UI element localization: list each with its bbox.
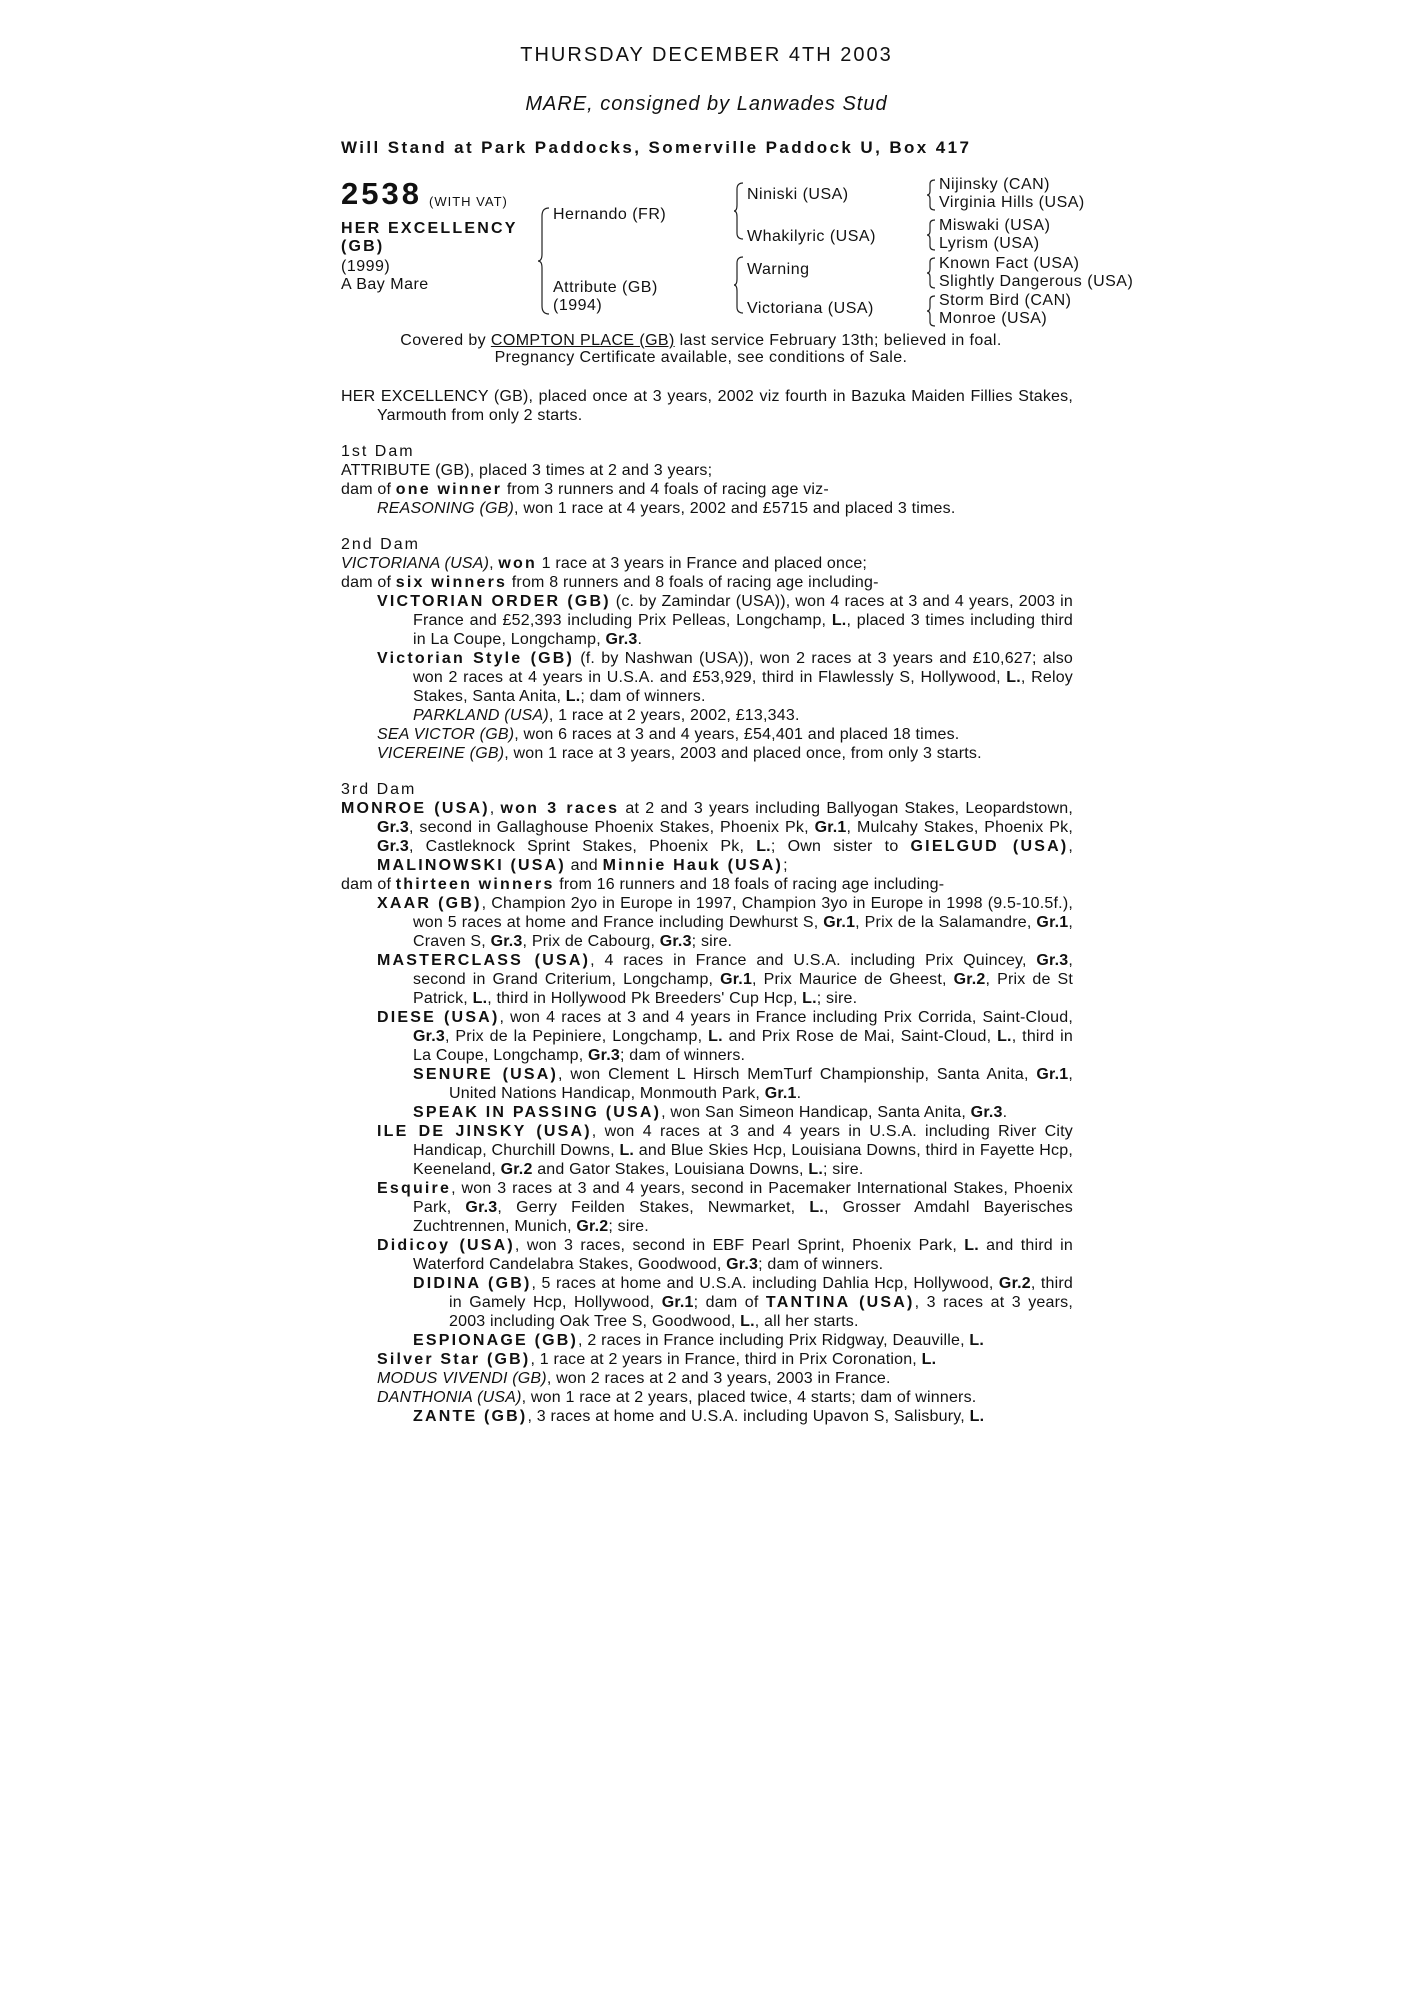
produce-sea-victor xyxy=(341,725,1073,744)
group-mark: Gr.3 xyxy=(659,933,692,950)
horse-name: SEA VICTOR (GB) xyxy=(377,726,515,743)
first-dam-heading: 1st Dam xyxy=(341,443,415,460)
pedigree-ddd: Monroe (USA) xyxy=(939,310,1048,327)
pedigree-sire: Hernando (FR) xyxy=(553,206,667,223)
covered-suffix: last service February 13th; believed in foal. xyxy=(674,332,1002,349)
produce-espionage xyxy=(341,1331,1073,1350)
horse-name: Silver Star (GB) xyxy=(377,1351,531,1368)
text: , Prix Maurice de Gheest, xyxy=(752,971,954,988)
listed-mark: L. xyxy=(472,990,488,1007)
third-dam-produce-line xyxy=(341,875,1073,894)
horse-description: A Bay Mare xyxy=(341,276,429,293)
produce-didina xyxy=(341,1274,1073,1331)
pedigree-sds: Miswaki (USA) xyxy=(939,217,1051,234)
second-dam-heading: 2nd Dam xyxy=(341,536,420,553)
horse-name: VICEREINE (GB) xyxy=(377,745,505,762)
covering-sire: COMPTON PLACE (GB) xyxy=(490,332,675,349)
horse-name: VICTORIANA (USA) xyxy=(341,555,490,572)
text: dam of xyxy=(341,876,396,893)
listed-mark: L. xyxy=(969,1408,985,1425)
text: ; sire. xyxy=(816,990,858,1007)
group-mark: Gr.2 xyxy=(953,971,986,988)
produce-senure xyxy=(341,1065,1073,1103)
stand-location: Will Stand at Park Paddocks, Somerville Paddock U, Box 417 xyxy=(341,138,972,157)
pedigree-brace-dd xyxy=(927,294,937,328)
text: , third in Gamely Hcp, Hollywood, xyxy=(449,1275,1073,1311)
group-mark: Gr.1 xyxy=(764,1085,797,1102)
text: dam of xyxy=(341,481,396,498)
group-mark: Gr.3 xyxy=(377,819,409,836)
text: , Grosser Amdahl Bayerisches Zuchtrennen, Munich, xyxy=(413,1199,1074,1235)
group-mark: Gr.3 xyxy=(726,1256,759,1273)
text: dam of xyxy=(341,574,396,591)
text: ; dam of winners. xyxy=(619,1047,746,1064)
group-mark: Gr.2 xyxy=(500,1161,533,1178)
listed-mark: L. xyxy=(565,688,581,705)
text: ; dam of winners. xyxy=(758,1256,884,1273)
text: ; dam of xyxy=(693,1294,766,1311)
horse-name: DANTHONIA (USA) xyxy=(377,1389,522,1406)
horse-name-line2: (GB) xyxy=(341,238,385,255)
produce-zante xyxy=(341,1407,1073,1426)
lot-vat-note: (WITH VAT) xyxy=(429,194,508,209)
text: and third in Waterford Candelabra Stakes, Goodwood, xyxy=(413,1237,1073,1273)
text: and Blue Skies Hcp, Louisiana Downs, third in Fayette Hcp, Keeneland, xyxy=(413,1142,1073,1178)
pedigree-sire-dam: Whakilyric (USA) xyxy=(747,228,876,245)
text: , Castleknock Sprint Stakes, Phoenix Pk, xyxy=(408,838,757,855)
text: , 5 races at home and U.S.A. including Dahlia Hcp, Hollywood, xyxy=(531,1275,999,1292)
text: , Prix de St Patrick, xyxy=(413,971,1073,1007)
listed-mark: L. xyxy=(619,1142,635,1159)
horse-name: VICTORIAN ORDER (GB) xyxy=(377,593,611,610)
listed-mark: L. xyxy=(808,1161,823,1178)
text: ; Own sister to xyxy=(770,838,911,855)
pedigree-dam-line1: Attribute (GB) xyxy=(553,279,658,296)
produce-victorian-style xyxy=(341,649,1073,706)
text: ; sire. xyxy=(822,1161,864,1178)
listed-mark: L. xyxy=(969,1332,984,1349)
consignor-line: MARE, consigned by Lanwades Stud xyxy=(525,93,888,115)
listed-mark: L. xyxy=(964,1237,979,1254)
group-mark: Gr.3 xyxy=(465,1199,498,1216)
pregnancy-certificate-note: Pregnancy Certificate available, see conditions of Sale. xyxy=(494,349,908,366)
lot-number: 2538 xyxy=(341,176,422,211)
group-mark: Gr.3 xyxy=(413,1028,445,1045)
pedigree-dds: Storm Bird (CAN) xyxy=(939,292,1072,309)
text: from 8 runners and 8 foals of racing age including- xyxy=(507,574,879,591)
text: , second in Gallaghouse Phoenix Stakes, Phoenix Pk, xyxy=(408,819,815,836)
text: , Mulcahy Stakes, Phoenix Pk, xyxy=(846,819,1074,836)
pedigree-sss: Nijinsky (CAN) xyxy=(939,176,1050,193)
second-dam-line xyxy=(341,554,1073,573)
horse-name: REASONING (GB) xyxy=(377,500,515,517)
horse-name: SPEAK IN PASSING (USA) xyxy=(413,1104,662,1121)
text: , 1 race at 2 years, 2002, £13,343. xyxy=(548,707,800,724)
group-mark: Gr.1 xyxy=(720,971,753,988)
text: 1 race at 3 years in France and placed once; xyxy=(537,555,868,572)
text: , Prix de la Salamandre, xyxy=(855,914,1037,931)
covering-line1 xyxy=(341,332,1061,349)
horse-name: Didicoy (USA) xyxy=(377,1237,515,1254)
horse-name: ESPIONAGE (GB) xyxy=(413,1332,579,1349)
listed-mark: L. xyxy=(740,1313,755,1330)
group-mark: Gr.1 xyxy=(814,819,847,836)
text: and Gator Stakes, Louisiana Downs, xyxy=(532,1161,809,1178)
horse-name: TANTINA (USA) xyxy=(765,1294,915,1311)
pedigree-brace-ss xyxy=(927,178,937,212)
produce-danthonia xyxy=(341,1388,1073,1407)
text: , Prix de la Pepiniere, Longchamp, xyxy=(444,1028,709,1045)
text: , won San Simeon Handicap, Santa Anita, xyxy=(661,1104,971,1121)
text: , 4 races in France and U.S.A. including Prix Quincey, xyxy=(590,952,1037,969)
horse-name: DIDINA (GB) xyxy=(413,1275,532,1292)
horse-foaling-year: (1999) xyxy=(341,258,391,275)
text: , won 1 race at 3 years, 2003 and placed once, from only 3 starts. xyxy=(504,745,982,762)
horse-name: SENURE (USA) xyxy=(413,1066,559,1083)
listed-mark: L. xyxy=(831,612,847,629)
horse-name-line1: HER EXCELLENCY xyxy=(341,220,518,237)
text: , second in Grand Criterium, Longchamp, xyxy=(413,952,1073,988)
covering-note xyxy=(341,332,1061,366)
produce-diese xyxy=(341,1008,1073,1065)
produce-record xyxy=(341,387,1073,1426)
horse-name: ZANTE (GB) xyxy=(413,1408,528,1425)
pedigree-brace-sd xyxy=(927,218,937,252)
produce-masterclass xyxy=(341,951,1073,1008)
horse-name: MALINOWSKI (USA) xyxy=(377,857,566,874)
group-mark: Gr.3 xyxy=(588,1047,620,1064)
pedigree-dam-sire: Warning xyxy=(747,261,810,278)
produce-silver-star xyxy=(341,1350,1073,1369)
text: , won 6 races at 3 and 4 years, £54,401 and placed 18 times. xyxy=(514,726,960,743)
pedigree-sire-sire: Niniski (USA) xyxy=(747,186,849,203)
text: , Reloy Stakes, Santa Anita, xyxy=(413,669,1073,705)
produce-speak-in-passing xyxy=(341,1103,1073,1122)
text: , 2 races in France including Prix Ridgway, Deauville, xyxy=(578,1332,970,1349)
text: , Gerry Feilden Stakes, Newmarket, xyxy=(497,1199,810,1216)
group-mark: Gr.2 xyxy=(998,1275,1031,1292)
horse-name: Esquire xyxy=(377,1180,452,1197)
horse-name xyxy=(341,220,531,256)
group-mark: Gr.3 xyxy=(377,838,409,855)
lot-pedigree-block xyxy=(341,176,1201,336)
text: , placed 3 times including third in La Coupe, Longchamp, xyxy=(413,612,1073,648)
horse-name: XAAR (GB) xyxy=(377,895,482,912)
text: , won 3 races, second in EBF Pearl Sprint, Phoenix Park, xyxy=(514,1237,965,1254)
text: . xyxy=(796,1085,802,1102)
produce-reasoning xyxy=(341,499,1073,518)
horse-name: MONROE (USA) xyxy=(341,800,490,817)
produce-didicoy xyxy=(341,1236,1073,1274)
group-mark: Gr.1 xyxy=(1036,1066,1069,1083)
text: , xyxy=(489,555,499,572)
group-mark: Gr.3 xyxy=(970,1104,1003,1121)
horse-name: MASTERCLASS (USA) xyxy=(377,952,591,969)
horse-name: ILE DE JINSKY (USA) xyxy=(377,1123,592,1140)
third-dam-monroe: MONROE (USA), won 3 races at 2 and 3 years including Ballyogan Stakes, Leopardstown, Gr.3, second in Gallaghouse Phoenix Stakes, Phoenix Pk, Gr.1, Mulcahy Stakes, Phoenix Pk, Gr.3, Castleknock Sprint Stakes, Phoenix Pk, L.; Own sister to GIELGUD (USA), MALINOWSKI (USA) and Minnie Hauk (USA); xyxy=(341,800,1074,874)
listed-mark: L. xyxy=(756,838,771,855)
horse-name: Victorian Style (GB) xyxy=(377,650,575,667)
covered-prefix: Covered by xyxy=(400,332,491,349)
text: from 16 runners and 18 foals of racing age including- xyxy=(554,876,945,893)
second-dam-produce-line xyxy=(341,573,1073,592)
pedigree-dsd: Slightly Dangerous (USA) xyxy=(939,273,1134,290)
pedigree-brace-sire xyxy=(733,181,745,243)
produce-xaar xyxy=(341,894,1073,951)
text: , third in Hollywood Pk Breeders' Cup Hcp, xyxy=(487,990,803,1007)
text: , xyxy=(1068,838,1074,855)
text: ; sire. xyxy=(608,1218,649,1235)
pedigree-dam-line2: (1994) xyxy=(553,297,603,314)
sale-date-header: THURSDAY DECEMBER 4TH 2003 xyxy=(520,44,893,66)
group-mark: Gr.3 xyxy=(490,933,523,950)
text: , won 2 races at 2 and 3 years, 2003 in France. xyxy=(546,1370,891,1387)
produce-ile-de-jinsky xyxy=(341,1122,1073,1179)
group-mark: Gr.1 xyxy=(661,1294,694,1311)
text: , 3 races at 3 years, 2003 including Oak Tree S, Goodwood, xyxy=(449,1294,1073,1330)
winners-count: six winners xyxy=(395,574,508,591)
listed-mark: L. xyxy=(997,1028,1012,1045)
produce-esquire xyxy=(341,1179,1073,1236)
text: ; sire. xyxy=(691,933,733,950)
text: (f. by Nashwan (USA)), won 2 races at 3 years and £10,627; also won 2 races at 4 years in U.S.A. and £53,929, third in Flawlessly S, Hollywood, xyxy=(413,650,1073,686)
text: , 1 race at 2 years in France, third in Prix Coronation, xyxy=(530,1351,922,1368)
text: , Champion 2yo in Europe in 1997, Champion 3yo in Europe in 1998 (9.5-10.5f.), won 5 races at home and France including Dewhurst S, xyxy=(413,895,1073,931)
listed-mark: L. xyxy=(921,1351,937,1368)
pedigree-dam-dam: Victoriana (USA) xyxy=(747,300,874,317)
produce-modus-vivendi xyxy=(341,1369,1073,1388)
horse-name: DIESE (USA) xyxy=(377,1009,500,1026)
pedigree-brace-main xyxy=(537,206,551,316)
listed-mark: L. xyxy=(708,1028,723,1045)
text: , Prix de Cabourg, xyxy=(522,933,660,950)
text: , won Clement L Hirsch MemTurf Championship, Santa Anita, xyxy=(558,1066,1037,1083)
group-mark: Gr.3 xyxy=(1036,952,1069,969)
text: . xyxy=(637,631,643,648)
pedigree-dss: Known Fact (USA) xyxy=(939,255,1080,272)
horse-name: MODUS VIVENDI (GB) xyxy=(377,1370,547,1387)
intro-paragraph: HER EXCELLENCY (GB), placed once at 3 years, 2002 viz fourth in Bazuka Maiden Fillies Stakes, Yarmouth from only 2 starts. xyxy=(341,388,1073,424)
text: , won 1 race at 4 years, 2002 and £5715 and placed 3 times. xyxy=(514,500,956,517)
text: , 3 races at home and U.S.A. including Upavon S, Salisbury, xyxy=(527,1408,970,1425)
pedigree-brace-ds xyxy=(927,256,937,290)
horse-name: PARKLAND (USA) xyxy=(413,707,549,724)
text: . xyxy=(1002,1104,1008,1121)
text: from 3 runners and 4 foals of racing age viz- xyxy=(502,481,829,498)
text: ; dam of winners. xyxy=(580,688,706,705)
produce-parkland xyxy=(341,706,1073,725)
text: ; xyxy=(783,857,788,874)
group-mark: Gr.1 xyxy=(823,914,856,931)
first-dam-line: ATTRIBUTE (GB), placed 3 times at 2 and 3 years; xyxy=(341,462,713,479)
won-text: won 3 races xyxy=(500,800,620,817)
pedigree-brace-dam xyxy=(733,255,745,317)
group-mark: Gr.3 xyxy=(605,631,638,648)
text: , won 1 race at 2 years, placed twice, 4 starts; dam of winners. xyxy=(521,1389,977,1406)
text: , Craven S, xyxy=(413,914,1074,950)
group-mark: Gr.1 xyxy=(1036,914,1069,931)
won-text: won xyxy=(498,555,537,572)
produce-vicereine xyxy=(341,744,1073,763)
text: (c. by Zamindar (USA)), won 4 races at 3 and 4 years, 2003 in France and £52,393 including Prix Pelleas, Longchamp, xyxy=(413,593,1073,629)
text: , won 4 races at 3 and 4 years in U.S.A. including River City Handicap, Churchill Downs, xyxy=(413,1123,1073,1159)
listed-mark: L. xyxy=(809,1199,824,1216)
pedigree-ssd: Virginia Hills (USA) xyxy=(939,194,1085,211)
third-dam-heading: 3rd Dam xyxy=(341,781,417,798)
first-dam-produce-line xyxy=(341,480,1073,499)
text: at 2 and 3 years including Ballyogan Stakes, Leopardstown, xyxy=(619,800,1073,817)
horse-name: Minnie Hauk (USA) xyxy=(602,857,784,874)
winners-count: one winner xyxy=(395,481,503,498)
text: , third in La Coupe, Longchamp, xyxy=(413,1028,1073,1064)
pedigree-sdd: Lyrism (USA) xyxy=(939,235,1040,252)
text: and xyxy=(565,857,603,874)
text: , won 3 races at 3 and 4 years, second in Pacemaker International Stakes, Phoenix Park, xyxy=(413,1180,1073,1216)
produce-victorian-order xyxy=(341,592,1073,649)
listed-mark: L. xyxy=(1006,669,1021,686)
listed-mark: L. xyxy=(802,990,817,1007)
text: , United Nations Handicap, Monmouth Park, xyxy=(449,1066,1073,1102)
horse-name: GIELGUD (USA) xyxy=(910,838,1069,855)
text: and Prix Rose de Mai, Saint-Cloud, xyxy=(722,1028,998,1045)
winners-count: thirteen winners xyxy=(395,876,555,893)
group-mark: Gr.2 xyxy=(576,1218,609,1235)
text: , all her starts. xyxy=(754,1313,859,1330)
text: , won 4 races at 3 and 4 years in France including Prix Corrida, Saint-Cloud, xyxy=(499,1009,1073,1026)
